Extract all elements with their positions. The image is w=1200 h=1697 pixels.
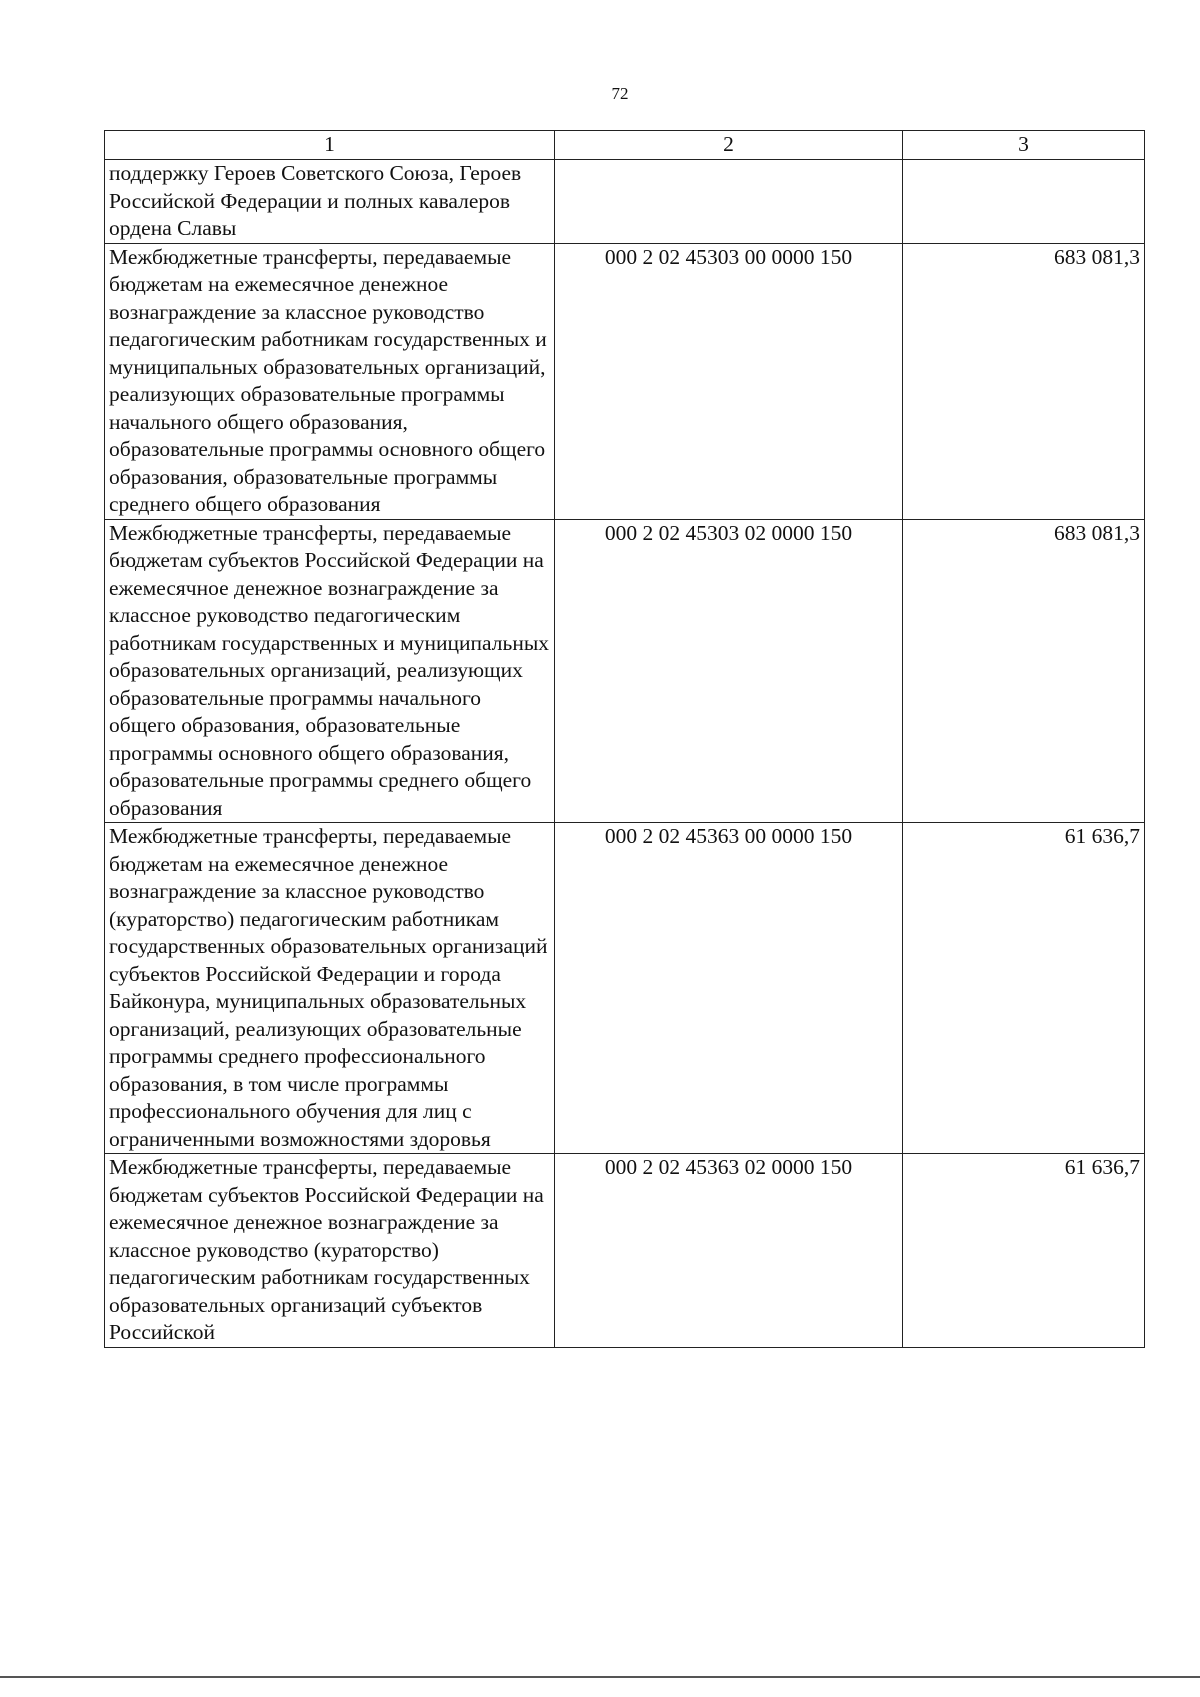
bottom-rule xyxy=(0,1676,1200,1678)
row-code: 000 2 02 45363 00 0000 150 xyxy=(555,823,903,1154)
table-row xyxy=(105,243,1145,519)
row-name: Межбюджетные трансферты, передаваемые бюджетам на ежемесячное денежное вознаграждение за классное руководство педагогическим работникам государственных и муниципальных образовательных организаций, реализующих образовательные программы начального общего образования, образовательные программы основного общего образования, образовательные программы среднего общего образования xyxy=(105,243,555,519)
page-number: 72 xyxy=(611,84,629,103)
header-col-2: 2 xyxy=(555,131,903,160)
table-row xyxy=(105,160,1145,244)
row-amount: 61 636,7 xyxy=(903,823,1145,1154)
row-amount: 61 636,7 xyxy=(903,1154,1145,1348)
row-code: 000 2 02 45363 02 0000 150 xyxy=(555,1154,903,1348)
row-amount: 683 081,3 xyxy=(903,519,1145,823)
header-col-3: 3 xyxy=(903,131,1145,160)
row-name: поддержку Героев Советского Союза, Героев Российской Федерации и полных кавалеров ордена Славы xyxy=(105,160,555,244)
table-row xyxy=(105,1154,1145,1348)
header-col-1: 1 xyxy=(105,131,555,160)
row-name: Межбюджетные трансферты, передаваемые бюджетам субъектов Российской Федерации на ежемесячное денежное вознаграждение за классное руководство педагогическим работникам государственных и муниципальных образовательных организаций, реализующих образовательные программы начального общего образования, образовательные программы основного общего образования, образовательные программы среднего общего образования xyxy=(105,519,555,823)
row-code: 000 2 02 45303 02 0000 150 xyxy=(555,519,903,823)
row-amount xyxy=(903,160,1145,244)
row-name: Межбюджетные трансферты, передаваемые бюджетам на ежемесячное денежное вознаграждение за классное руководство (кураторство) педагогическим работникам государственных образовательных организаций субъектов Российской Федерации и города Байконура, муниципальных образовательных организаций, реализующих образовательные программы среднего профессионального образования, в том числе программы профессионального обучения для лиц с ограниченными возможностями здоровья xyxy=(105,823,555,1154)
table-row xyxy=(105,519,1145,823)
table-row xyxy=(105,823,1145,1154)
row-name: Межбюджетные трансферты, передаваемые бюджетам субъектов Российской Федерации на ежемесячное денежное вознаграждение за классное руководство (кураторство) педагогическим работникам государственных образовательных организаций субъектов Российской xyxy=(105,1154,555,1348)
row-code: 000 2 02 45303 00 0000 150 xyxy=(555,243,903,519)
budget-table xyxy=(104,130,1145,1348)
table-header-row xyxy=(105,131,1145,160)
row-amount: 683 081,3 xyxy=(903,243,1145,519)
row-code xyxy=(555,160,903,244)
